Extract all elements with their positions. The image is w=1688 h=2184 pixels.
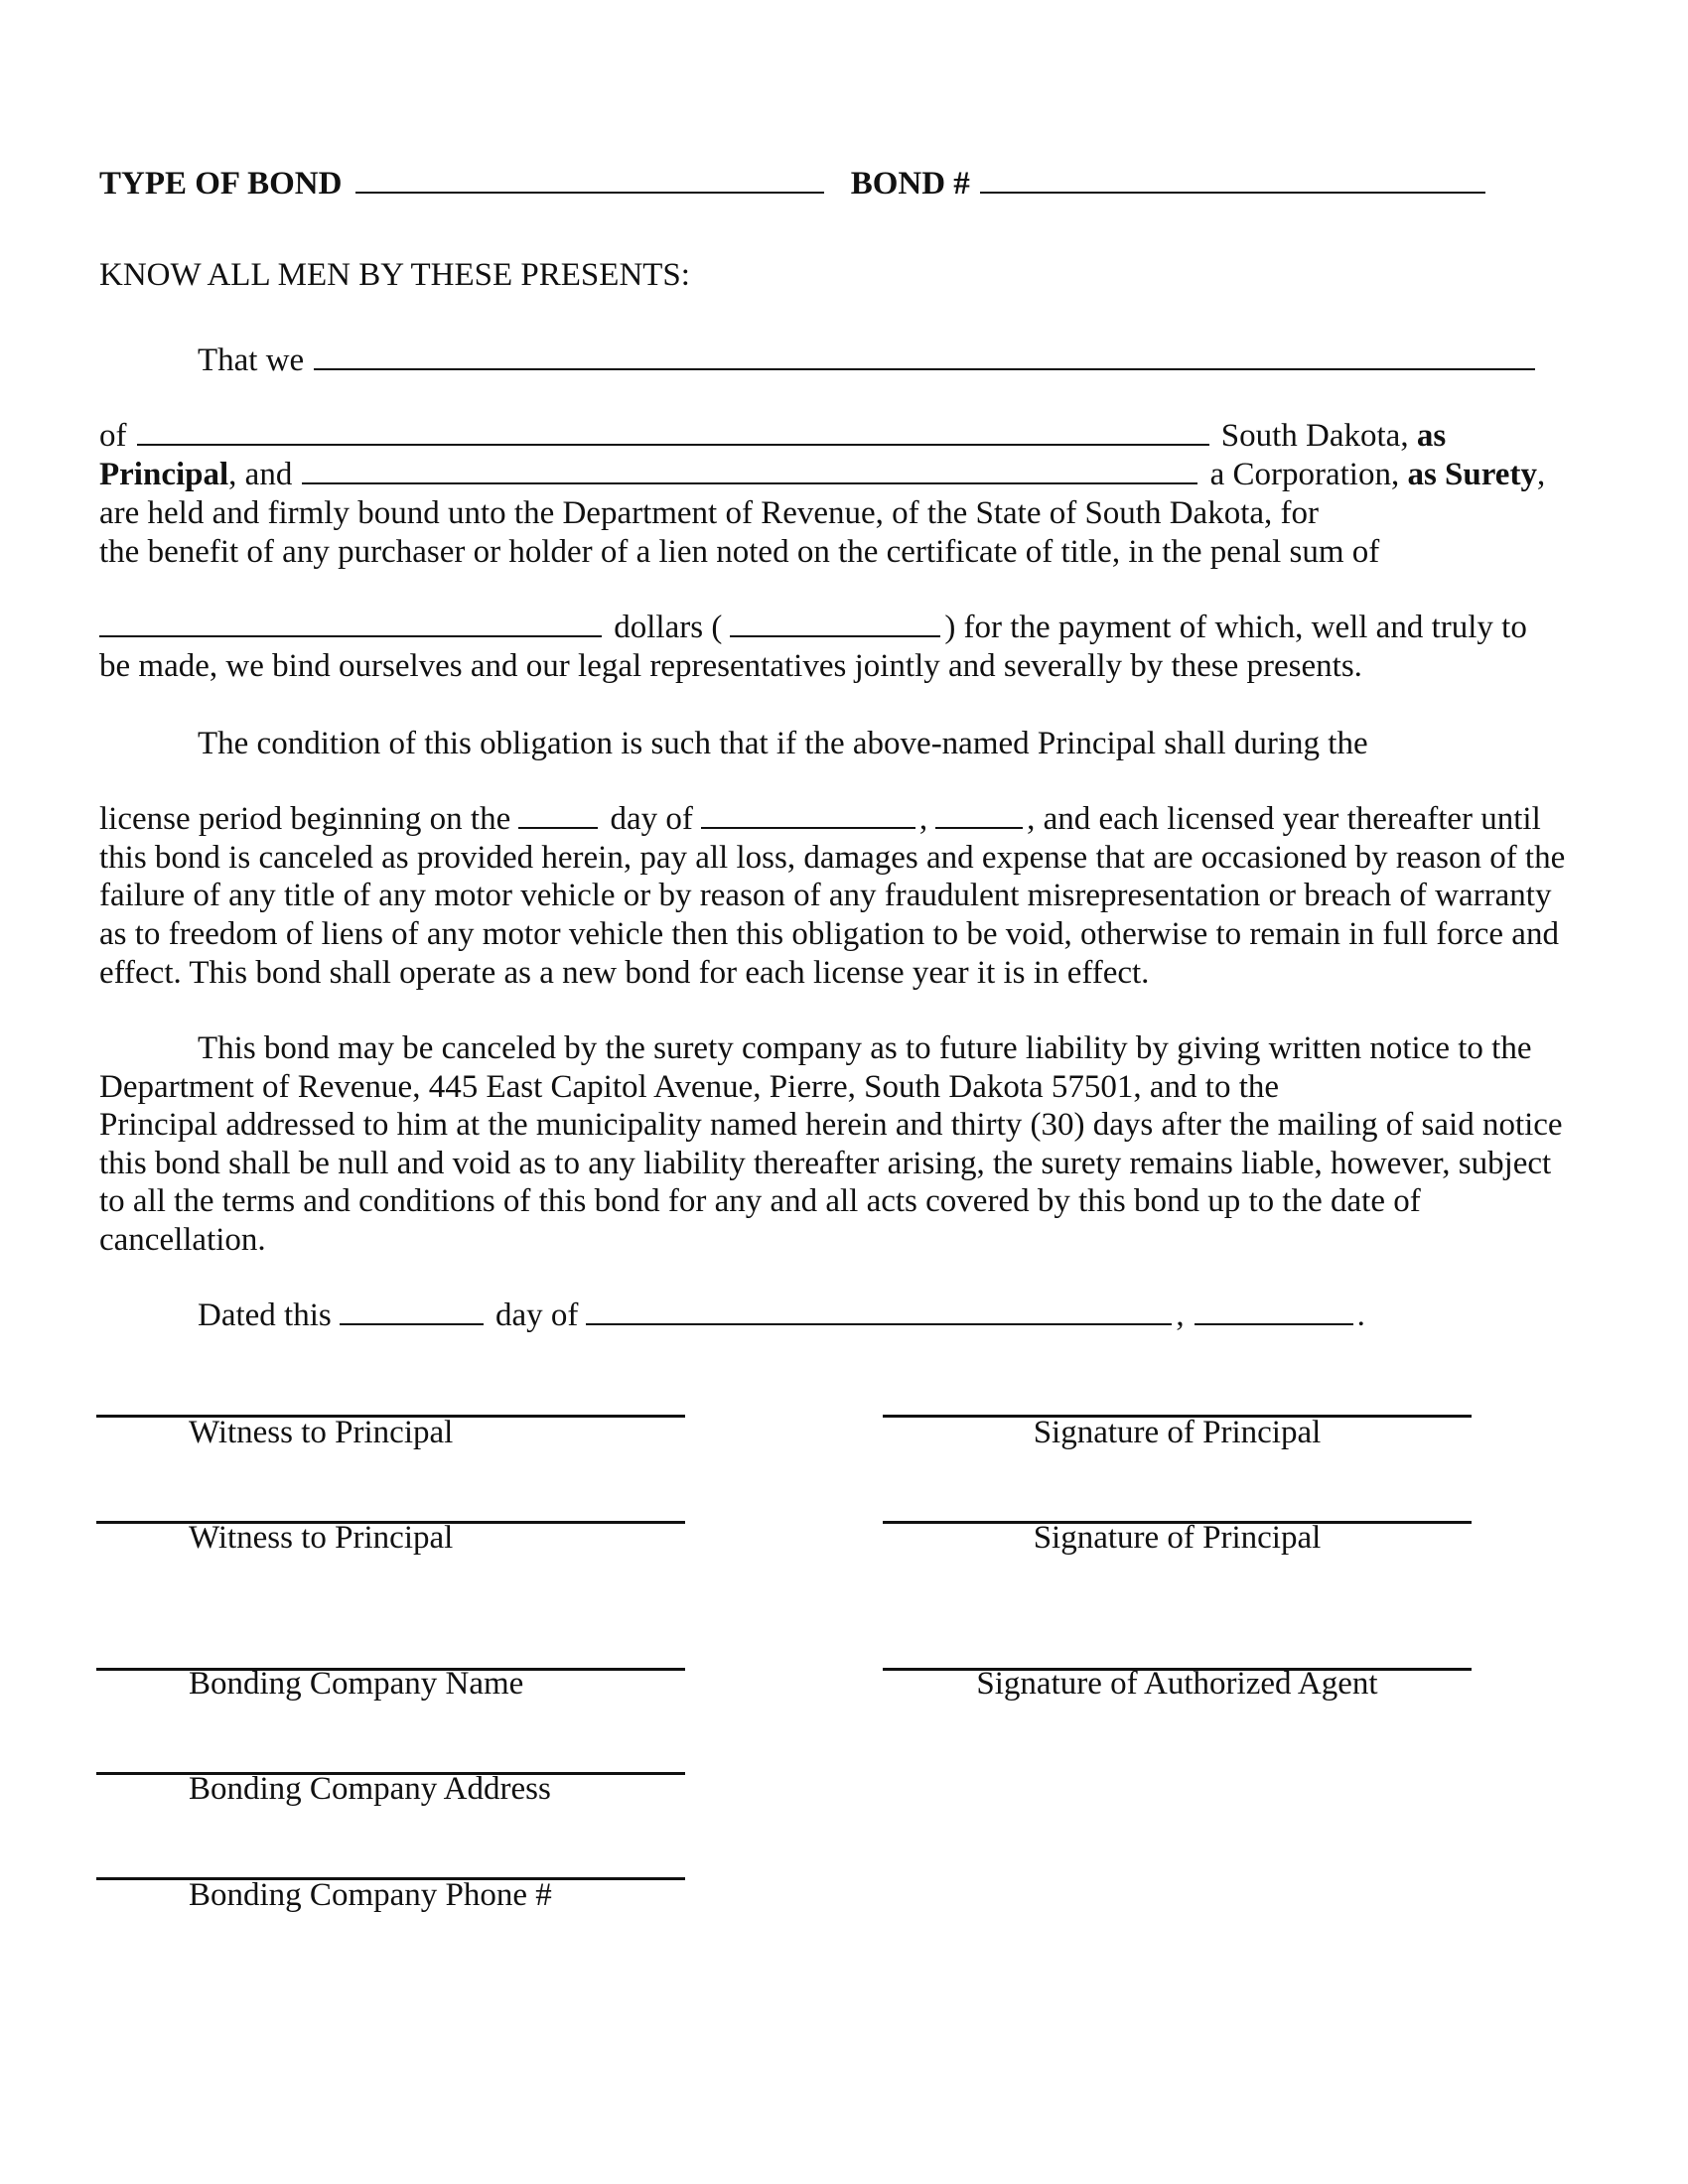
amount-words-field[interactable] — [99, 608, 602, 637]
para3-line: this bond shall be null and void as to any liability thereafter arising, the surety remains liable, however, subject — [99, 1146, 1552, 1181]
para2-line1: The condition of this obligation is such that if the above-named Principal shall during the — [198, 726, 1368, 761]
para1-line6: be made, we bind ourselves and our legal representatives jointly and severally by these presents. — [99, 648, 1362, 684]
agent-label: Signature of Authorized Agent — [976, 1666, 1378, 1702]
witness1-label: Witness to Principal — [189, 1415, 454, 1450]
dollars-line — [99, 608, 1527, 647]
company-address-label: Bonding Company Address — [189, 1771, 551, 1807]
comma: , — [918, 801, 928, 837]
license-period-line — [99, 799, 1541, 839]
dollars-label: dollars ( — [614, 610, 723, 645]
bond-number-field[interactable] — [980, 164, 1485, 194]
payment-label: ) for the payment of which, well and truly to — [944, 610, 1527, 645]
dated-day-field[interactable] — [340, 1296, 484, 1325]
day-of-label: day of — [494, 1297, 579, 1333]
period: . — [1356, 1297, 1365, 1333]
dated-this-label: Dated this — [198, 1297, 332, 1333]
para3-line: This bond may be canceled by the surety company as to future liability by giving written notice to the — [198, 1030, 1532, 1066]
dated-year-field[interactable] — [1195, 1296, 1353, 1325]
license-month-field[interactable] — [701, 799, 915, 829]
license-day-field[interactable] — [518, 799, 598, 829]
dated-line — [198, 1296, 1365, 1335]
para2-line: failure of any title of any motor vehicle or by reason of any fraudulent misrepresentation or breach of warranty — [99, 878, 1552, 913]
principal1-label: Signature of Principal — [1033, 1415, 1322, 1450]
type-of-bond-label: TYPE OF BOND — [99, 166, 343, 202]
para3-line: to all the terms and conditions of this bond for any and all acts covered by this bond up to the date of — [99, 1183, 1421, 1219]
comma: , — [1176, 1297, 1185, 1333]
license-year-field[interactable] — [935, 799, 1023, 829]
witness2-label: Witness to Principal — [189, 1520, 454, 1556]
dated-month-field[interactable] — [586, 1296, 1172, 1325]
bond-header — [99, 164, 1489, 204]
of-line — [99, 416, 1446, 456]
para2-line: this bond is canceled as provided herein, pay all loss, damages and expense that are occasioned by reason of the — [99, 840, 1566, 876]
company-phone-label: Bonding Company Phone # — [189, 1877, 552, 1913]
corporation-label: a Corporation, — [1209, 457, 1408, 492]
type-of-bond-field[interactable] — [355, 164, 824, 194]
day-of-label: day of — [610, 801, 693, 837]
and-label: , and — [228, 457, 293, 492]
bond-number-label: BOND # — [850, 166, 970, 202]
as-label: as — [1416, 418, 1447, 454]
licensed-year-label: , and each licensed year thereafter until — [1027, 801, 1541, 837]
as-surety-label: as Surety — [1407, 457, 1537, 492]
surety-name-field[interactable] — [302, 455, 1197, 484]
para3-line: Department of Revenue, 445 East Capitol Avenue, Pierre, South Dakota 57501, and to the — [99, 1069, 1280, 1105]
amount-numeric-field[interactable] — [730, 608, 940, 637]
company-name-label: Bonding Company Name — [189, 1666, 524, 1702]
license-period-label: license period beginning on the — [99, 801, 511, 837]
principal-city-field[interactable] — [137, 416, 1209, 446]
of-label: of — [99, 418, 127, 454]
para2-line: as to freedom of liens of any motor vehicle then this obligation to be void, otherwise to remain in full force and — [99, 916, 1559, 952]
intro-heading: KNOW ALL MEN BY THESE PRESENTS: — [99, 257, 690, 293]
para3-line: cancellation. — [99, 1222, 266, 1258]
principal-label: Principal — [99, 457, 229, 492]
comma: , — [1536, 457, 1546, 492]
para1-line4: the benefit of any purchaser or holder of a lien noted on the certificate of title, in the penal sum of — [99, 534, 1380, 570]
para2-line: effect. This bond shall operate as a new bond for each license year it is in effect. — [99, 955, 1150, 991]
south-dakota-label: South Dakota, — [1220, 418, 1417, 454]
para1-line3: are held and firmly bound unto the Department of Revenue, of the State of South Dakota, for — [99, 495, 1319, 531]
that-we-label: That we — [198, 342, 305, 378]
principal-name-field[interactable] — [314, 341, 1535, 370]
principal2-label: Signature of Principal — [1033, 1520, 1322, 1556]
para3-line: Principal addressed to him at the municipality named herein and thirty (30) days after the mailing of said notice — [99, 1107, 1563, 1143]
that-we-line — [198, 341, 1539, 380]
surety-line — [99, 455, 1545, 494]
